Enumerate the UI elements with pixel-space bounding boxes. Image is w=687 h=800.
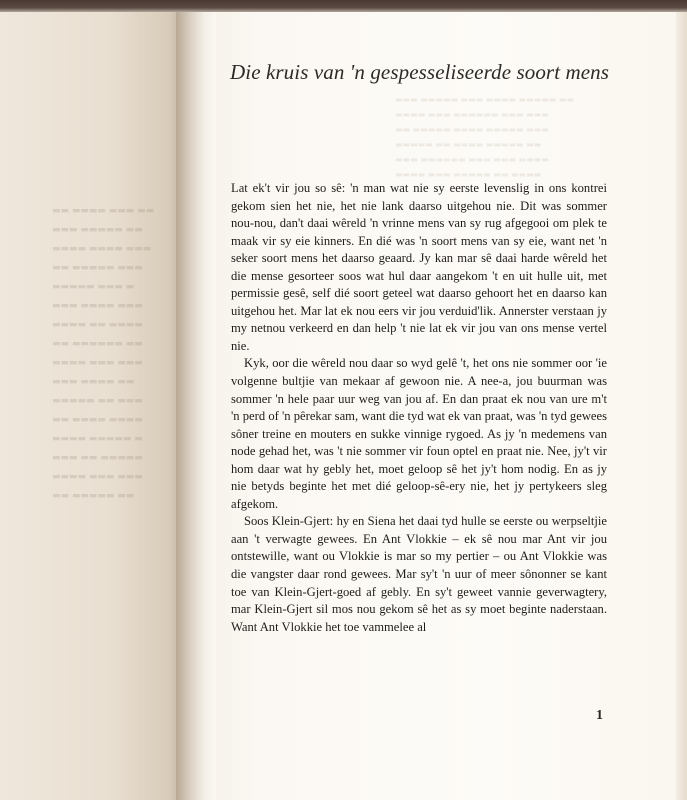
paragraph: Kyk, oor die wêreld nou daar so wyd gelê 't, het ons nie sommer oor 'ie volgenne bultjie van mekaar af gewoon nie. A nee-a, jou buurman was sommer 'n hele paar uur weg van jou af. En dan praat ek nou van ure m't 'n perd of 'n pêrekar sam, want die tyd wat ek van praat, was 'n tyd gewees sôner treine en mouters en sukke vinnige rygoed. As jy 'n medemens van node gehad het, was 't nie sommer vir foun optel en praat nie. Nee, jy't vir hom daar wat hy gebly het, moet geloop sê het jy't hom nodig. En as jy nie betyds beginte het met dié geloop-sê-ery nie, het jy pertykeers sleg afgekom. [231,356,607,511]
book-gutter [176,12,216,800]
right-page-bleed-through: ▬▬▬ ▬▬▬▬▬ ▬▬▬ ▬▬▬▬ ▬▬▬▬▬ ▬▬ ▬▬▬▬ ▬▬▬ ▬▬▬▬▬▬ ▬▬▬ ▬▬▬ ▬▬ ▬▬▬▬▬ ▬▬▬▬ ▬▬▬▬▬ ▬▬▬ ▬▬▬▬▬ ▬▬ ▬▬▬▬ ▬▬▬▬▬ ▬▬ ▬▬▬ ▬▬▬▬▬▬ ▬▬▬ ▬▬▬ ▬▬▬▬ ▬▬▬▬ ▬▬▬ ▬▬▬▬▬ ▬▬ ▬▬▬▬ [395,95,575,179]
paragraph: Soos Klein-Gjert: hy en Siena het daai tyd hulle se eerste ou werpseltjie aan 't verwagte gewees. En Ant Vlokkie – ek sê nou mar Ant vir jou ontstewille, want ou Vlokkie is mar so my pertier – ou Ant Vlokkie was die vangster daar rond gewees. Mar sy't 'n uur of meer sônonner se kant toe van Klein-Gjert-goed af gebly. En sy't geweet vannie geverwagtery, mar Klein-Gjert sil mos nou gekom sê het as sy moet beginte naderstaan. Want Ant Vlokkie het toe vammelee al [231,514,607,634]
left-page-bleed-through: ▬▬ ▬▬▬▬ ▬▬▬ ▬▬ ▬▬▬ ▬▬▬▬▬ ▬▬ ▬▬▬▬ ▬▬▬▬ ▬▬▬ ▬▬ ▬▬▬▬▬ ▬▬▬ ▬▬▬▬▬ ▬▬▬ ▬ ▬▬▬ ▬▬▬▬ ▬▬▬ ▬▬▬▬ ▬▬ ▬▬▬▬ ▬▬ ▬▬▬▬▬▬ ▬▬ ▬▬▬▬ ▬▬▬ ▬▬▬ ▬▬▬ ▬▬▬▬ ▬▬ ▬▬▬▬▬ ▬▬ ▬▬▬ ▬▬ ▬▬▬▬ ▬▬▬▬ ▬▬▬▬ ▬▬▬▬▬ ▬ ▬▬▬ ▬▬ ▬▬▬▬▬ ▬▬▬▬ ▬▬▬ ▬▬▬ ▬▬ ▬▬▬▬▬ ▬▬ [52,206,155,501]
right-page-edge [676,12,687,800]
body-text [231,180,607,636]
left-page [0,12,184,800]
chapter-title: Die kruis van 'n gespesseliseerde soort mens [230,60,610,84]
paragraph: Lat ek't vir jou so sê: 'n man wat nie sy eerste levenslig in ons kontrei gekom sien het nie, het nie lank daarso uitgehou nie. Dit was sommer nou-nou, dan't daai wêreld 'n vrinne mens van sy rug afgegooi om plek te maak vir sy eie kinners. En dié was 'n soort mens van sy eie, want net 'n seker soort mens het daarso geaard. Jy kan mar sê daai harde wêreld het die mense gesorteer soos wat hul daar aangekom 't en uit hulle uit, met permissie gesê, self dié soort geteel wat daarso gehoort het en daarso kan uitgehou het. Mar lat ek nou eers vir jou verduid'lik. Annerster verstaan jy my netnou verkeerd en dan help 't nie lat ek vir jou van ons mense vertel nie. [231,181,607,353]
page-number: 1 [596,708,603,723]
